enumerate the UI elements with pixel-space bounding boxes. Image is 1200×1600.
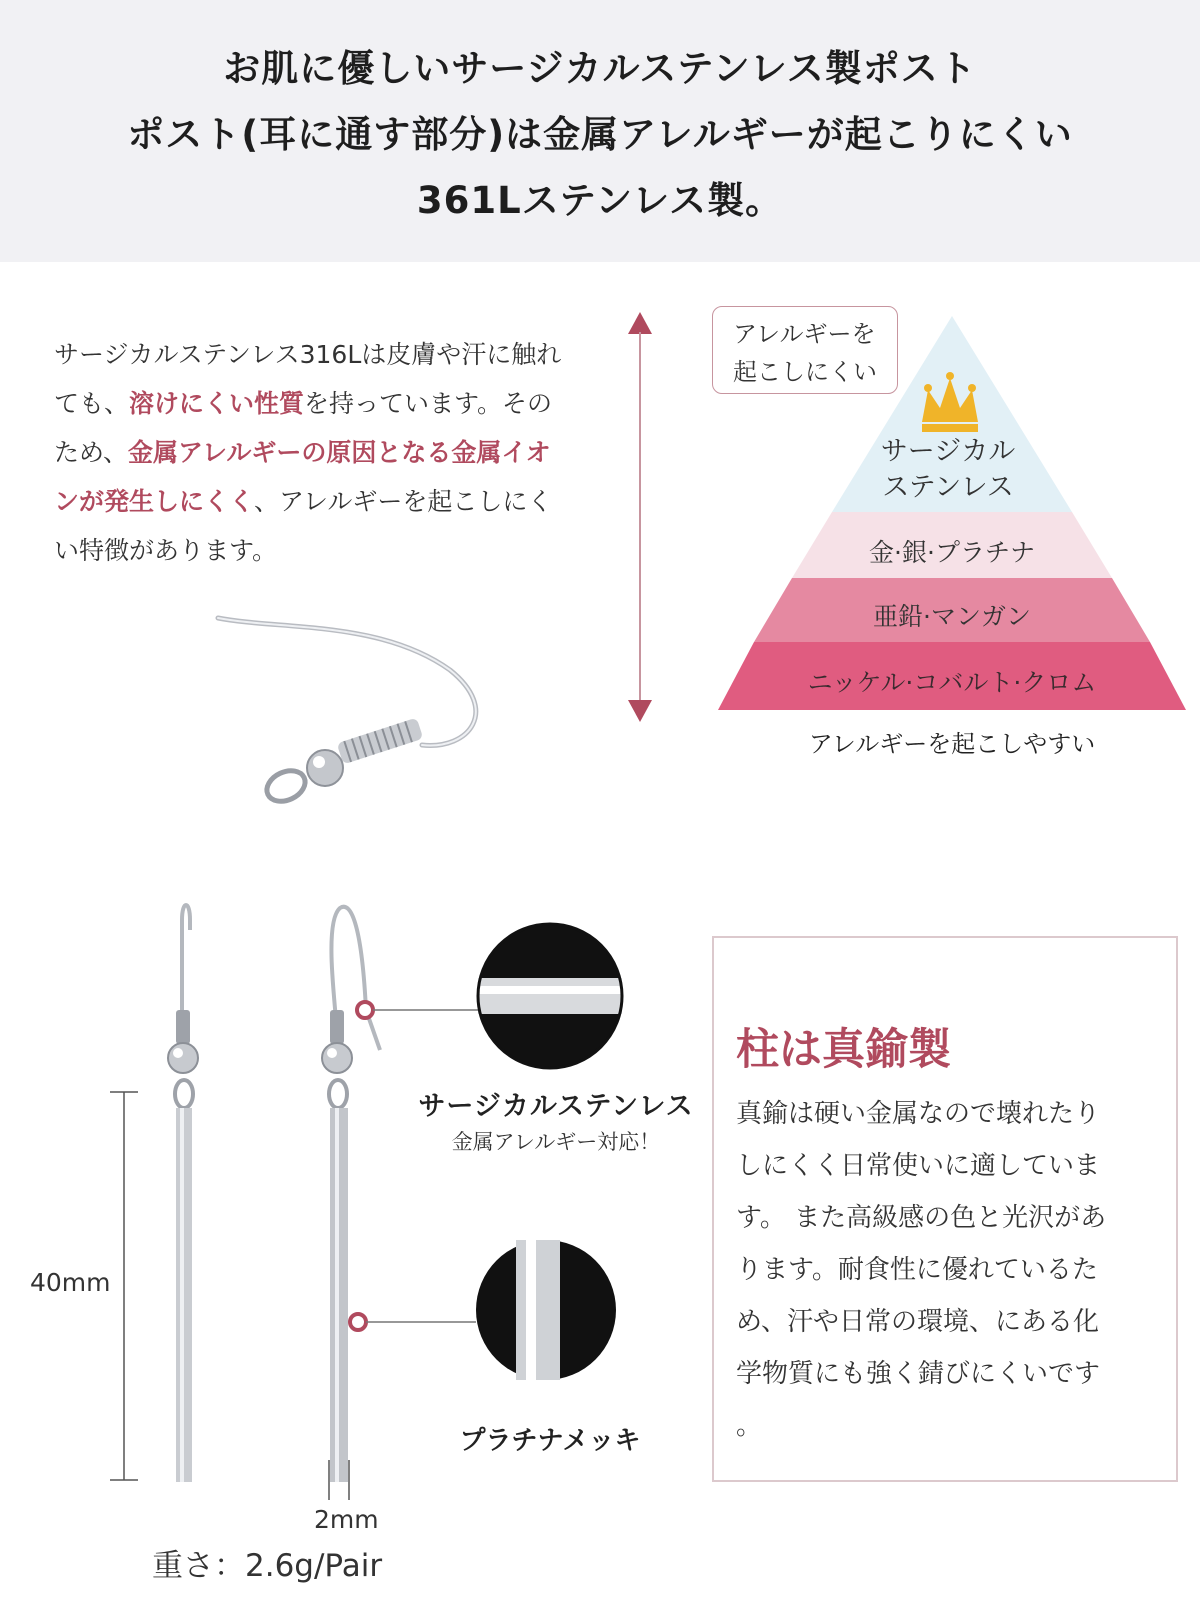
weight-label: 重さ：2.6g/Pair (152, 1548, 383, 1584)
brass-line-4: ります。耐食性に優れているた (736, 1255, 1098, 1285)
intro-paragraph (54, 330, 564, 575)
brass-line-5: め、汗や日常の環境、にある化 (736, 1307, 1099, 1337)
brass-title: 柱は真鍮製 (736, 1025, 951, 1075)
bubble-line-2: 起こしにくい (733, 358, 877, 386)
pyramid-label-zinc: 亜鉛·マンガン (873, 602, 1031, 631)
brass-line-3: す。 また高級感の色と光沢があ (736, 1203, 1107, 1233)
brass-description (736, 1088, 1166, 1452)
length-label: 40mm (30, 1268, 111, 1297)
callout-plating-leader (350, 1314, 476, 1330)
brass-line-1: 真鍮は硬い金属なので壊れたり (736, 1099, 1101, 1129)
callout-surgical-steel-subtitle: 金属アレルギー対応！ (451, 1130, 661, 1154)
intro-highlight-2: 金属アレルギーの原因となる金属イオンが発生しにくく (54, 438, 551, 516)
header-line-2: ポスト(耳に通す部分)は金属アレルギーが起こりにくい (127, 113, 1073, 156)
brass-line-6: 学物質にも強く錆びにくいです (736, 1359, 1101, 1389)
intro-text-1: サージカルステンレス316Lは皮膚や汗に触れても、 (54, 340, 562, 418)
height-dimension-line (110, 1092, 138, 1480)
earring-front (168, 905, 198, 1482)
pyramid-bottom-label: アレルギーを起こしやすい (808, 730, 1096, 758)
zoom-circle-steel (478, 924, 622, 1068)
pyramid-top-line-2: ステンレス (882, 472, 1014, 503)
brass-info-box (712, 936, 1178, 1482)
pyramid-label-nickel: ニッケル·コバルト·クロム (807, 668, 1097, 697)
brass-line-2: しにくく日常使いに適していま (736, 1151, 1101, 1181)
header-line-1: お肌に優しいサージカルステンレス製ポスト (223, 47, 977, 90)
callout-surgical-steel-title: サージカルステンレス (418, 1091, 694, 1122)
ear-hook-illustration (200, 600, 500, 830)
pyramid-top-line-1: サージカル (880, 436, 1016, 467)
coil-spring (337, 718, 424, 765)
pyramid-label-gold-silver: 金·銀·プラチナ (869, 538, 1035, 567)
intro-text-3: 、アレルギーを起こしにくい特徴があります。 (54, 487, 553, 565)
zoom-circle-plating (476, 1240, 616, 1380)
intro-highlight-1: 溶けにくい性質 (129, 389, 305, 418)
width-label: 2mm (314, 1505, 379, 1534)
brass-line-7: 。 (736, 1411, 763, 1441)
header-line-3: 361Lステンレス製。 (416, 179, 784, 222)
callout-platinum-plating: プラチナメッキ (459, 1426, 641, 1456)
speech-bubble-low-allergy (712, 306, 898, 394)
callout-steel-leader (357, 1002, 480, 1018)
intro-text-2: を持っています。そのため、 (54, 389, 553, 467)
pyramid-label-surgical-steel (848, 434, 1048, 506)
bubble-line-1: アレルギーを (733, 320, 876, 348)
header-banner (0, 0, 1200, 262)
allergy-arrow (628, 312, 652, 722)
